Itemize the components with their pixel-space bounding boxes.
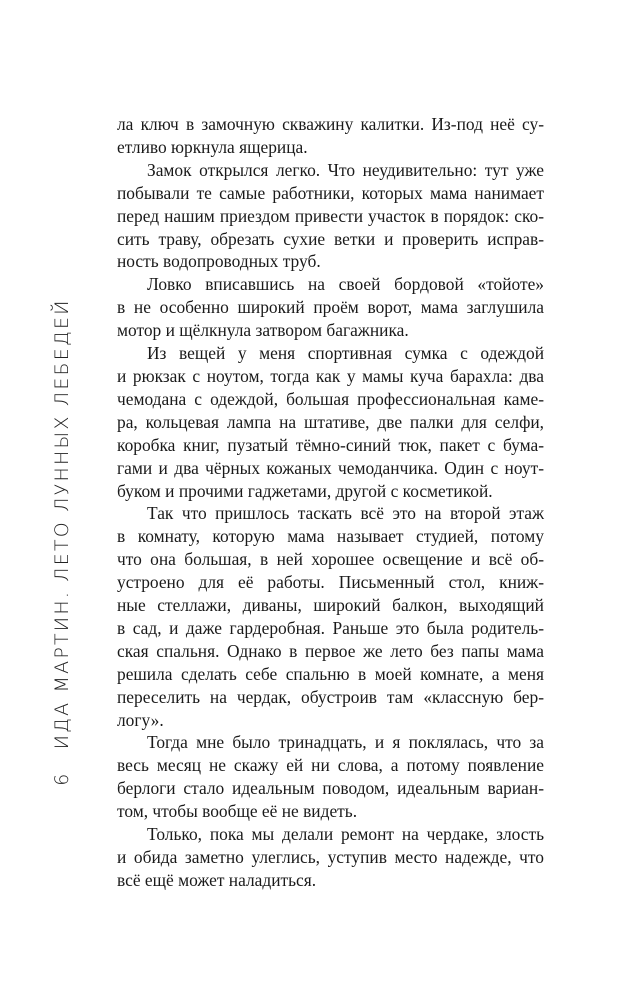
text-line: гами и два чёрных кожаных чемоданчика. Один с ноут- (117, 457, 544, 478)
text-line: Ловко вписавшись на своей бордовой «тойоте» (147, 274, 544, 295)
text-line: мотор и щёлкнула затвором багажника. (117, 320, 409, 341)
body-text (117, 113, 544, 892)
text-line: решила сделать себе спальню в моей комнате, а меня (117, 663, 544, 684)
text-line: ра, кольцевая лампа на штативе, две палки для селфи, (117, 411, 544, 432)
text-line: устроено для её работы. Письменный стол, книж- (117, 572, 544, 593)
text-line: переселить на чердак, обустроив там «классную бер- (117, 686, 544, 707)
text-line: в сад, и даже гардеробная. Раньше это была родитель- (117, 617, 544, 638)
text-line: ская спальня. Однако в первое же лето без папы мама (117, 640, 544, 661)
text-line: берлоги стало идеальным поводом, идеальным вариан- (117, 778, 544, 799)
text-line: коробка книг, пузатый тёмно-синий тюк, пакет с бума- (117, 434, 544, 455)
text-line: весь месяц не скажу ей ни слова, а потому появление (117, 755, 544, 776)
text-line: всё ещё может наладиться. (117, 869, 317, 890)
text-line: Так что пришлось таскать всё это на второй этаж (147, 503, 544, 524)
text-line: ные стеллажи, диваны, широкий балкон, выходящий (117, 595, 544, 616)
page-number: 6 (51, 771, 73, 786)
text-line: и обида заметно улеглись, уступив место надежде, что (117, 847, 544, 867)
text-line: в комнату, которую мама называет студией, потому (117, 526, 544, 547)
text-line: побывали те самые работники, которых мама нанимает (117, 182, 544, 203)
text-line: ла ключ в замочную скважину калитки. Из-под неё су- (117, 114, 544, 134)
text-line: ность водопроводных труб. (117, 251, 321, 272)
text-line: логу». (117, 709, 164, 730)
text-line: Тогда мне было тринадцать, и я поклялась, что за (147, 732, 544, 753)
text-line: перед нашим приездом привести участок в порядок: ско- (117, 205, 544, 226)
text-line: Замок открылся легко. Что неудивительно: тут уже (147, 159, 544, 180)
text-line: том, чтобы вообще её не видеть. (117, 801, 358, 822)
text-line: в не особенно широкий проём ворот, мама заглушила (117, 297, 544, 318)
text-line: и рюкзак с ноутом, тогда как у мамы куча барахла: два (117, 365, 544, 386)
text-line: етливо юркнула ящерица. (117, 136, 308, 157)
text-line: Только, пока мы делали ремонт на чердаке, злость (147, 824, 544, 845)
text-line: что она большая, в ней хорошее освещение и всё об- (117, 549, 544, 570)
running-head-inner (51, 298, 73, 785)
running-head-title: ИДА МАРТИН. ЛЕТО ЛУННЫХ ЛЕБЕДЕЙ (51, 298, 73, 750)
text-line: буком и прочими гаджетами, другой с косметикой. (117, 480, 493, 501)
text-line: чемодана с одеждой, большая профессиональная каме- (117, 388, 544, 409)
text-line: Из вещей у меня спортивная сумка с одеждой (147, 343, 544, 364)
text-line: сить траву, обрезать сухие ветки и проверить исправ- (117, 228, 544, 249)
